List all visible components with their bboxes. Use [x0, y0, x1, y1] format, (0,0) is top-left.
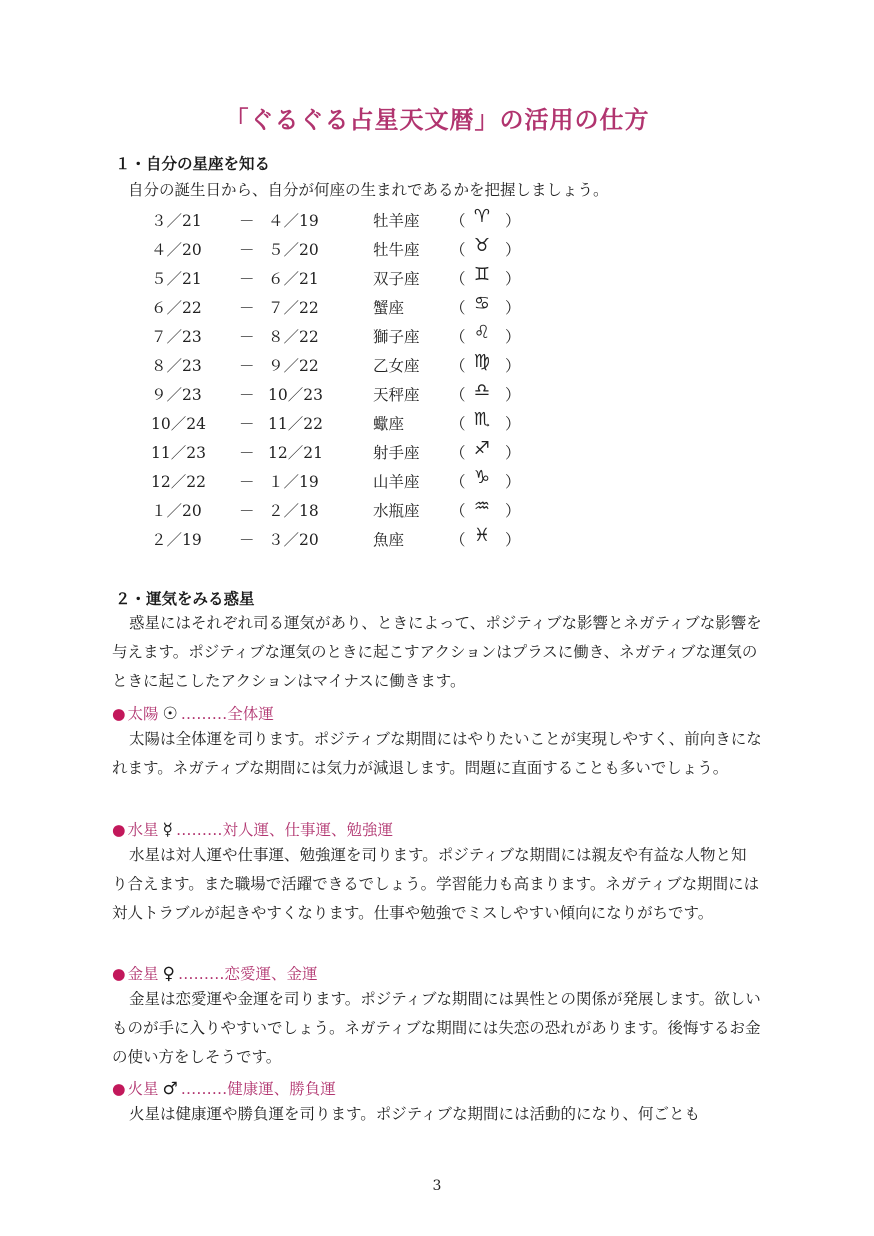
sign-name: 水瓶座: [373, 502, 420, 520]
date-dash: －: [239, 299, 255, 317]
leo-icon: ♌︎: [473, 322, 491, 343]
planet-heading-sun: [112, 702, 274, 724]
sign-name: 射手座: [373, 444, 420, 462]
section1-heading: １・自分の星座を知る: [115, 155, 271, 173]
end-date: ４／19: [268, 212, 319, 230]
leader-dots: ………: [180, 1080, 228, 1098]
end-date: 10／23: [268, 386, 323, 404]
date-dash: －: [239, 502, 255, 520]
aquarius-icon: ♒︎: [473, 496, 491, 517]
planet-text-sun: 太陽は全体運を司ります。ポジティブな期間にはやりたいことが実現しやすく、前向きになれます。ネガティブな期間には気力が減退します。問題に直面することも多いでしょう。: [112, 730, 762, 777]
planet-luck: 恋愛運、金運: [224, 965, 318, 983]
planet-text-mercury: 水星は対人運や仕事運、勉強運を司ります。ポジティブな期間には親友や有益な人物と知り合えます。また職場で活躍できるでしょう。学習能力も高まります。ネガティブな期間には対人トラブルが起きやすくなります。仕事や勉強でミスしやすい傾向になりがちです。: [112, 846, 760, 922]
close-paren: ）: [505, 473, 521, 491]
close-paren: ）: [505, 415, 521, 433]
end-date: ３／20: [268, 531, 319, 549]
section2-intro: 惑星にはそれぞれ司る運気があり、ときによって、ポジティブな影響とネガティブな影響を与えます。ポジティブな運気のときに起こすアクションはプラスに働き、ネガティブな運気のときに起こしたアクションはマイナスに働きます。: [112, 614, 762, 690]
open-paren: （: [450, 270, 466, 288]
open-paren: （: [450, 241, 466, 259]
date-dash: －: [239, 212, 255, 230]
end-date: ６／21: [268, 270, 319, 288]
planet-name: 金星: [127, 965, 159, 983]
close-paren: ）: [505, 328, 521, 346]
sign-name: 牡羊座: [373, 212, 420, 230]
end-date: ２／18: [268, 502, 319, 520]
planet-luck: 対人運、仕事運、勉強運: [222, 821, 393, 839]
sign-name: 牡牛座: [373, 241, 420, 259]
planet-name: 火星: [127, 1080, 159, 1098]
end-date: ８／22: [268, 328, 319, 346]
planet-luck: 全体運: [227, 705, 274, 723]
close-paren: ）: [505, 212, 521, 230]
close-paren: ）: [505, 444, 521, 462]
open-paren: （: [450, 444, 466, 462]
start-date: ３／21: [151, 212, 202, 230]
open-paren: （: [450, 299, 466, 317]
close-paren: ）: [505, 241, 521, 259]
start-date: ８／23: [151, 357, 202, 375]
start-date: ９／23: [151, 386, 202, 404]
start-date: 11／23: [151, 444, 206, 462]
open-paren: （: [450, 531, 466, 549]
zodiac-row: [0, 495, 874, 524]
close-paren: ）: [505, 502, 521, 520]
section2-heading: ２・運気をみる惑星: [115, 590, 255, 608]
end-date: ９／22: [268, 357, 319, 375]
page-number: 3: [432, 1178, 442, 1194]
zodiac-row: [0, 321, 874, 350]
venus-icon: ♀: [162, 964, 175, 984]
zodiac-row: [0, 205, 874, 234]
start-date: 10／24: [151, 415, 206, 433]
date-dash: －: [239, 270, 255, 288]
bullet-icon: ●: [112, 821, 126, 839]
planet-heading-mercury: [112, 818, 393, 840]
mars-icon: ♂: [162, 1079, 178, 1099]
planet-text-mars: 火星は健康運や勝負運を司ります。ポジティブな期間には活動的になり、何ごとも: [129, 1105, 701, 1123]
cancer-icon: ♋︎: [473, 293, 491, 314]
planet-name: 太陽: [127, 705, 159, 723]
date-dash: －: [239, 357, 255, 375]
gemini-icon: ♊︎: [473, 264, 491, 285]
open-paren: （: [450, 328, 466, 346]
open-paren: （: [450, 415, 466, 433]
sagittarius-icon: ♐︎: [473, 438, 491, 459]
planet-heading-venus: [112, 962, 318, 984]
end-date: 12／21: [268, 444, 323, 462]
close-paren: ）: [505, 357, 521, 375]
taurus-icon: ♉︎: [473, 235, 491, 256]
end-date: 11／22: [268, 415, 323, 433]
open-paren: （: [450, 502, 466, 520]
zodiac-row: [0, 350, 874, 379]
leader-dots: ………: [175, 821, 223, 839]
planet-heading-mars: [112, 1077, 336, 1099]
date-dash: －: [239, 444, 255, 462]
virgo-icon: ♍︎: [473, 351, 491, 372]
zodiac-row: [0, 292, 874, 321]
date-dash: －: [239, 531, 255, 549]
bullet-icon: ●: [112, 1080, 126, 1098]
leader-dots: ………: [178, 965, 225, 983]
start-date: ６／22: [151, 299, 202, 317]
zodiac-row: [0, 234, 874, 263]
sign-name: 双子座: [373, 270, 420, 288]
close-paren: ）: [505, 386, 521, 404]
open-paren: （: [450, 386, 466, 404]
open-paren: （: [450, 212, 466, 230]
bullet-icon: ●: [112, 705, 126, 723]
start-date: ４／20: [151, 241, 202, 259]
start-date: 12／22: [151, 473, 206, 491]
aries-icon: ♈︎: [473, 206, 491, 227]
end-date: ５／20: [268, 241, 319, 259]
planet-name: 水星: [127, 821, 159, 839]
date-dash: －: [239, 473, 255, 491]
start-date: ５／21: [151, 270, 202, 288]
date-dash: －: [239, 328, 255, 346]
scorpio-icon: ♏︎: [473, 409, 491, 430]
start-date: ２／19: [151, 531, 202, 549]
date-dash: －: [239, 386, 255, 404]
planet-luck: 健康運、勝負運: [227, 1080, 336, 1098]
open-paren: （: [450, 473, 466, 491]
end-date: １／19: [268, 473, 319, 491]
page-title: 「ぐるぐる占星天文暦」の活用の仕方: [224, 106, 650, 134]
planet-text-venus: 金星は恋愛運や金運を司ります。ポジティブな期間には異性との関係が発展します。欲しいものが手に入りやすいでしょう。ネガティブな期間には失恋の恐れがあります。後悔するお金の使い方をしそうです。: [112, 990, 761, 1066]
start-date: ７／23: [151, 328, 202, 346]
mercury-icon: ☿: [162, 820, 173, 840]
zodiac-row: [0, 524, 874, 553]
zodiac-row: [0, 263, 874, 292]
start-date: １／20: [151, 502, 202, 520]
close-paren: ）: [505, 270, 521, 288]
sign-name: 乙女座: [373, 357, 420, 375]
sign-name: 獅子座: [373, 328, 420, 346]
zodiac-row: [0, 437, 874, 466]
bullet-icon: ●: [112, 965, 126, 983]
zodiac-row: [0, 408, 874, 437]
pisces-icon: ♓︎: [473, 525, 491, 546]
leader-dots: ………: [180, 705, 228, 723]
sign-name: 蟹座: [373, 299, 405, 317]
open-paren: （: [450, 357, 466, 375]
close-paren: ）: [505, 299, 521, 317]
sign-name: 魚座: [373, 531, 405, 549]
sign-name: 山羊座: [373, 473, 420, 491]
date-dash: －: [239, 415, 255, 433]
libra-icon: ♎︎: [473, 380, 491, 401]
sign-name: 蠍座: [373, 415, 405, 433]
capricorn-icon: ♑︎: [473, 467, 491, 488]
section1-intro: 自分の誕生日から、自分が何座の生まれであるかを把握しましょう。: [128, 181, 609, 199]
close-paren: ）: [505, 531, 521, 549]
date-dash: －: [239, 241, 255, 259]
zodiac-row: [0, 379, 874, 408]
end-date: ７／22: [268, 299, 319, 317]
zodiac-row: [0, 466, 874, 495]
sun-icon: ☉: [162, 704, 178, 724]
sign-name: 天秤座: [373, 386, 420, 404]
